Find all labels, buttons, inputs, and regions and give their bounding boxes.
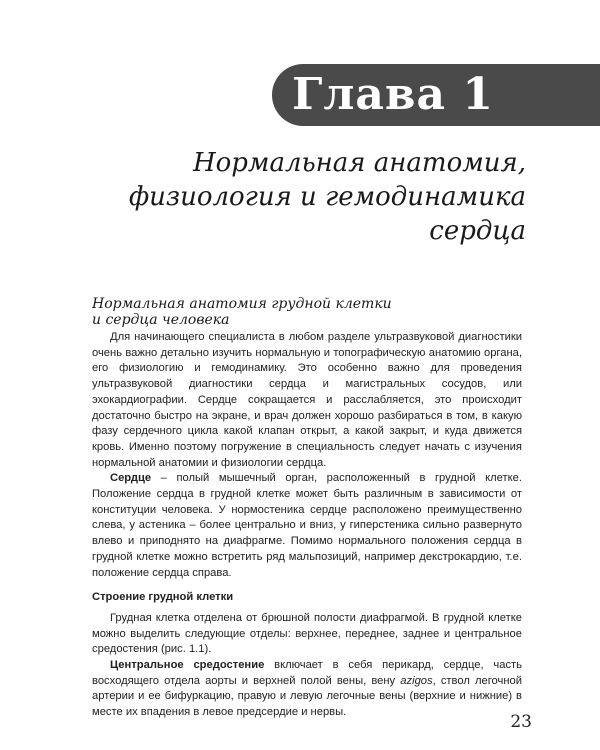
paragraph-mediastinum-text-a: включает в себя перикард, сердце, часть восходящего отдела аорты и верхней полой вены, вену — [92, 659, 522, 687]
page-number: 23 — [510, 712, 532, 732]
section-title — [92, 296, 522, 328]
body-text — [92, 330, 522, 721]
term-heart: Сердце — [110, 472, 152, 485]
paragraph-heart — [92, 471, 522, 581]
section-title-line-1: Нормальная анатомия грудной клетки — [92, 296, 392, 312]
section-title-line-2: и сердца человека — [92, 312, 230, 328]
chapter-title-line-1: Нормальная анатомия, — [192, 148, 526, 178]
paragraph-mediastinum-text-b: , ствол легочной артерии и ее бифуркацию, правую и левую легочные вены (верхние и нижние) в месте их впадения в левое предсердие и нервы. — [92, 674, 523, 719]
chapter-title-line-2: физиология и гемодинамика — [128, 182, 526, 212]
term-azigos: azigos — [400, 674, 433, 687]
paragraph-heart-text: – полый мышечный орган, расположенный в грудной клетке. Положение сердца в грудной клетке может быть различным в зависимости от конституции человека. У нормостеника сердце расположено преимущественно слева, у астеника – более центрально и вниз, у гиперстеника сильно развернуто влево и приподнято на диафрагме. Помимо нормального положения сердца в грудной клетке можно встретить ряд мальпозиций, например декстрокардию, т.е. положение сердца справа. — [92, 472, 522, 579]
subheading-chest-structure: Строение грудной клетки — [92, 591, 234, 604]
paragraph-chest: Грудная клетка отделена от брюшной полости диафрагмой. В грудной клетке можно выделить следующие отделы: верхнее, переднее, заднее и центральное средостения (рис. 1.1). — [92, 611, 522, 656]
term-central-mediastinum: Центральное средостение — [110, 659, 265, 672]
chapter-title-line-3: сердца — [429, 216, 526, 246]
paragraph-mediastinum — [92, 658, 522, 721]
paragraph-intro: Для начинающего специалиста в любом разделе ультразвуковой диагностики очень важно детально изучить нормальную и топографическую анатомию органа, его физиологию и гемодинамику. Это особенно важно для проведения ультразвуковой диагностики сердца и магистральных сосудов, или эхокардиографии. Сердце сокращается и расслабляется, это происходит достаточно быстро на экране, и врач должен хорошо разбираться в том, в какую фазу сердечного цикла какой клапан открыт, а какой закрыт, и куда движется кровь. Именно поэтому погружение в специальность следует начать с изучения нормальной анатомии и физиологии сердца. — [92, 331, 522, 469]
chapter-label: Глава 1 — [292, 69, 494, 120]
chapter-title — [86, 146, 526, 248]
